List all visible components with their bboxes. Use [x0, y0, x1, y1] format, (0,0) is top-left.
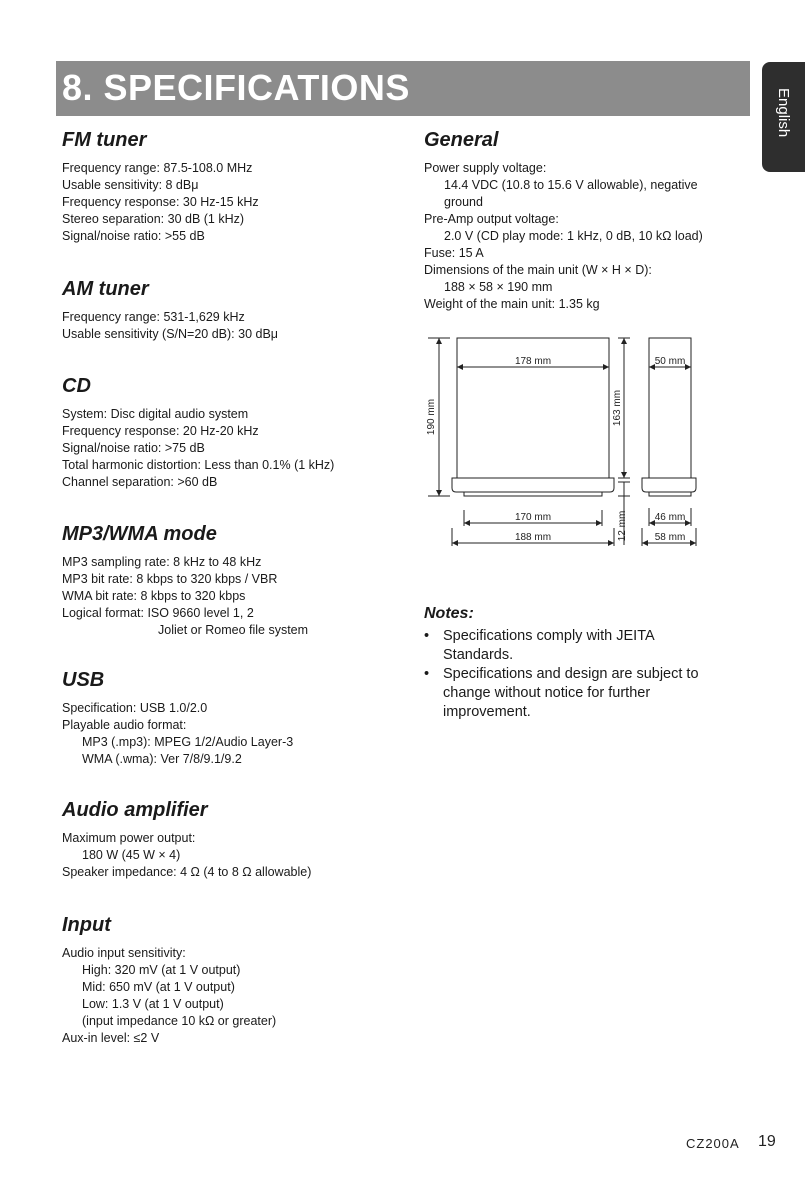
dim-188-label: 188 mm: [514, 532, 552, 543]
usb-section: [62, 668, 412, 768]
spec-line: Weight of the main unit: 1.35 kg: [424, 297, 600, 311]
spec-line: (input impedance 10 kΩ or greater): [82, 1014, 277, 1028]
spec-line: Pre-Amp output voltage:: [424, 212, 559, 226]
spec-line: Maximum power output:: [62, 831, 196, 845]
dim-190-label: 190 mm: [426, 398, 437, 436]
spec-line: Power supply voltage:: [424, 161, 547, 175]
note-text: Specifications comply with JEITA Standards.: [443, 628, 654, 663]
language-tab: [762, 62, 805, 172]
general-section: [424, 128, 754, 313]
dim-50-label: 50 mm: [654, 356, 686, 367]
dim-163-label: 163 mm: [612, 389, 623, 427]
dim-12-label: 12 mm: [617, 510, 628, 542]
dim-178-label: 178 mm: [514, 356, 552, 367]
spec-line: Frequency range: 531-1,629 kHz: [62, 310, 245, 324]
usb-heading: USB: [62, 669, 105, 691]
side-unit-base: [642, 478, 696, 492]
note-text: Specifications and design are subject to change without notice for further improvement.: [443, 666, 699, 720]
spec-line: Frequency range: 87.5-108.0 MHz: [62, 161, 253, 175]
fm-tuner-heading: FM tuner: [62, 129, 147, 151]
mp3-wma-section: [62, 522, 412, 639]
spec-line: MP3 bit rate: 8 kbps to 320 kbps / VBR: [62, 572, 278, 586]
spec-line: WMA bit rate: 8 kbps to 320 kbps: [62, 589, 246, 603]
audio-amplifier-section: [62, 798, 412, 881]
am-tuner-section: [62, 277, 412, 343]
input-heading: Input: [62, 914, 111, 936]
spec-line: 180 W (45 W × 4): [82, 848, 181, 862]
front-unit-faceplate: [464, 492, 602, 496]
cd-section: [62, 374, 412, 491]
mp3-wma-heading: MP3/WMA mode: [62, 523, 217, 545]
audio-amplifier-heading: Audio amplifier: [62, 799, 208, 821]
spec-line: Speaker impedance: 4 Ω (4 to 8 Ω allowable): [62, 865, 312, 879]
spec-line: Aux-in level: ≤2 V: [62, 1031, 160, 1045]
model-number: CZ200A: [686, 1136, 740, 1151]
spec-line: Playable audio format:: [62, 718, 187, 732]
dimensions-diagram: [420, 330, 710, 555]
spec-line: Signal/noise ratio: >75 dB: [62, 441, 205, 455]
dim-46-label: 46 mm: [654, 512, 686, 523]
dim-170-label: 170 mm: [514, 512, 552, 523]
general-heading: General: [424, 129, 499, 151]
bullet-icon: •: [424, 628, 430, 644]
spec-line: Channel separation: >60 dB: [62, 475, 218, 489]
spec-line: Frequency response: 30 Hz-15 kHz: [62, 195, 259, 209]
spec-line: MP3 (.mp3): MPEG 1/2/Audio Layer-3: [82, 735, 294, 749]
spec-line: Signal/noise ratio: >55 dB: [62, 229, 205, 243]
spec-line: Joliet or Romeo file system: [158, 623, 309, 637]
spec-line: Usable sensitivity (S/N=20 dB): 30 dBμ: [62, 327, 278, 341]
spec-line: System: Disc digital audio system: [62, 407, 249, 421]
spec-line: Stereo separation: 30 dB (1 kHz): [62, 212, 245, 226]
spec-line: Usable sensitivity: 8 dBμ: [62, 178, 199, 192]
spec-line: 188 × 58 × 190 mm: [444, 280, 553, 294]
note-item: [424, 627, 724, 665]
language-tab-label: English: [775, 88, 792, 138]
spec-line: Low: 1.3 V (at 1 V output): [82, 997, 224, 1011]
page-number: 19: [758, 1133, 776, 1150]
spec-line: MP3 sampling rate: 8 kHz to 48 kHz: [62, 555, 262, 569]
spec-line: High: 320 mV (at 1 V output): [82, 963, 241, 977]
spec-line: Logical format: ISO 9660 level 1, 2: [62, 606, 254, 620]
spec-line: WMA (.wma): Ver 7/8/9.1/9.2: [82, 752, 242, 766]
front-unit-base: [452, 478, 614, 492]
note-item: [424, 665, 724, 722]
spec-line: 14.4 VDC (10.8 to 15.6 V allowable), negative: [444, 178, 698, 192]
spec-line: Specification: USB 1.0/2.0: [62, 701, 208, 715]
cd-heading: CD: [62, 375, 91, 397]
notes-heading: Notes:: [424, 605, 474, 622]
dim-58-label: 58 mm: [654, 532, 686, 543]
page-title: 8. SPECIFICATIONS: [62, 67, 410, 108]
spec-line: Mid: 650 mV (at 1 V output): [82, 980, 235, 994]
bullet-icon: •: [424, 666, 430, 682]
spec-line: Fuse: 15 A: [424, 246, 484, 260]
notes-section: [424, 604, 724, 722]
spec-line: ground: [444, 195, 483, 209]
section-header: [56, 61, 750, 116]
spec-line: Frequency response: 20 Hz-20 kHz: [62, 424, 259, 438]
am-tuner-heading: AM tuner: [62, 278, 149, 300]
input-section: [62, 913, 412, 1047]
spec-line: Total harmonic distortion: Less than 0.1% (1 kHz): [62, 458, 335, 472]
fm-tuner-section: [62, 128, 412, 245]
spec-line: 2.0 V (CD play mode: 1 kHz, 0 dB, 10 kΩ load): [444, 229, 703, 243]
spec-line: Dimensions of the main unit (W × H × D):: [424, 263, 652, 277]
spec-line: Audio input sensitivity:: [62, 946, 186, 960]
